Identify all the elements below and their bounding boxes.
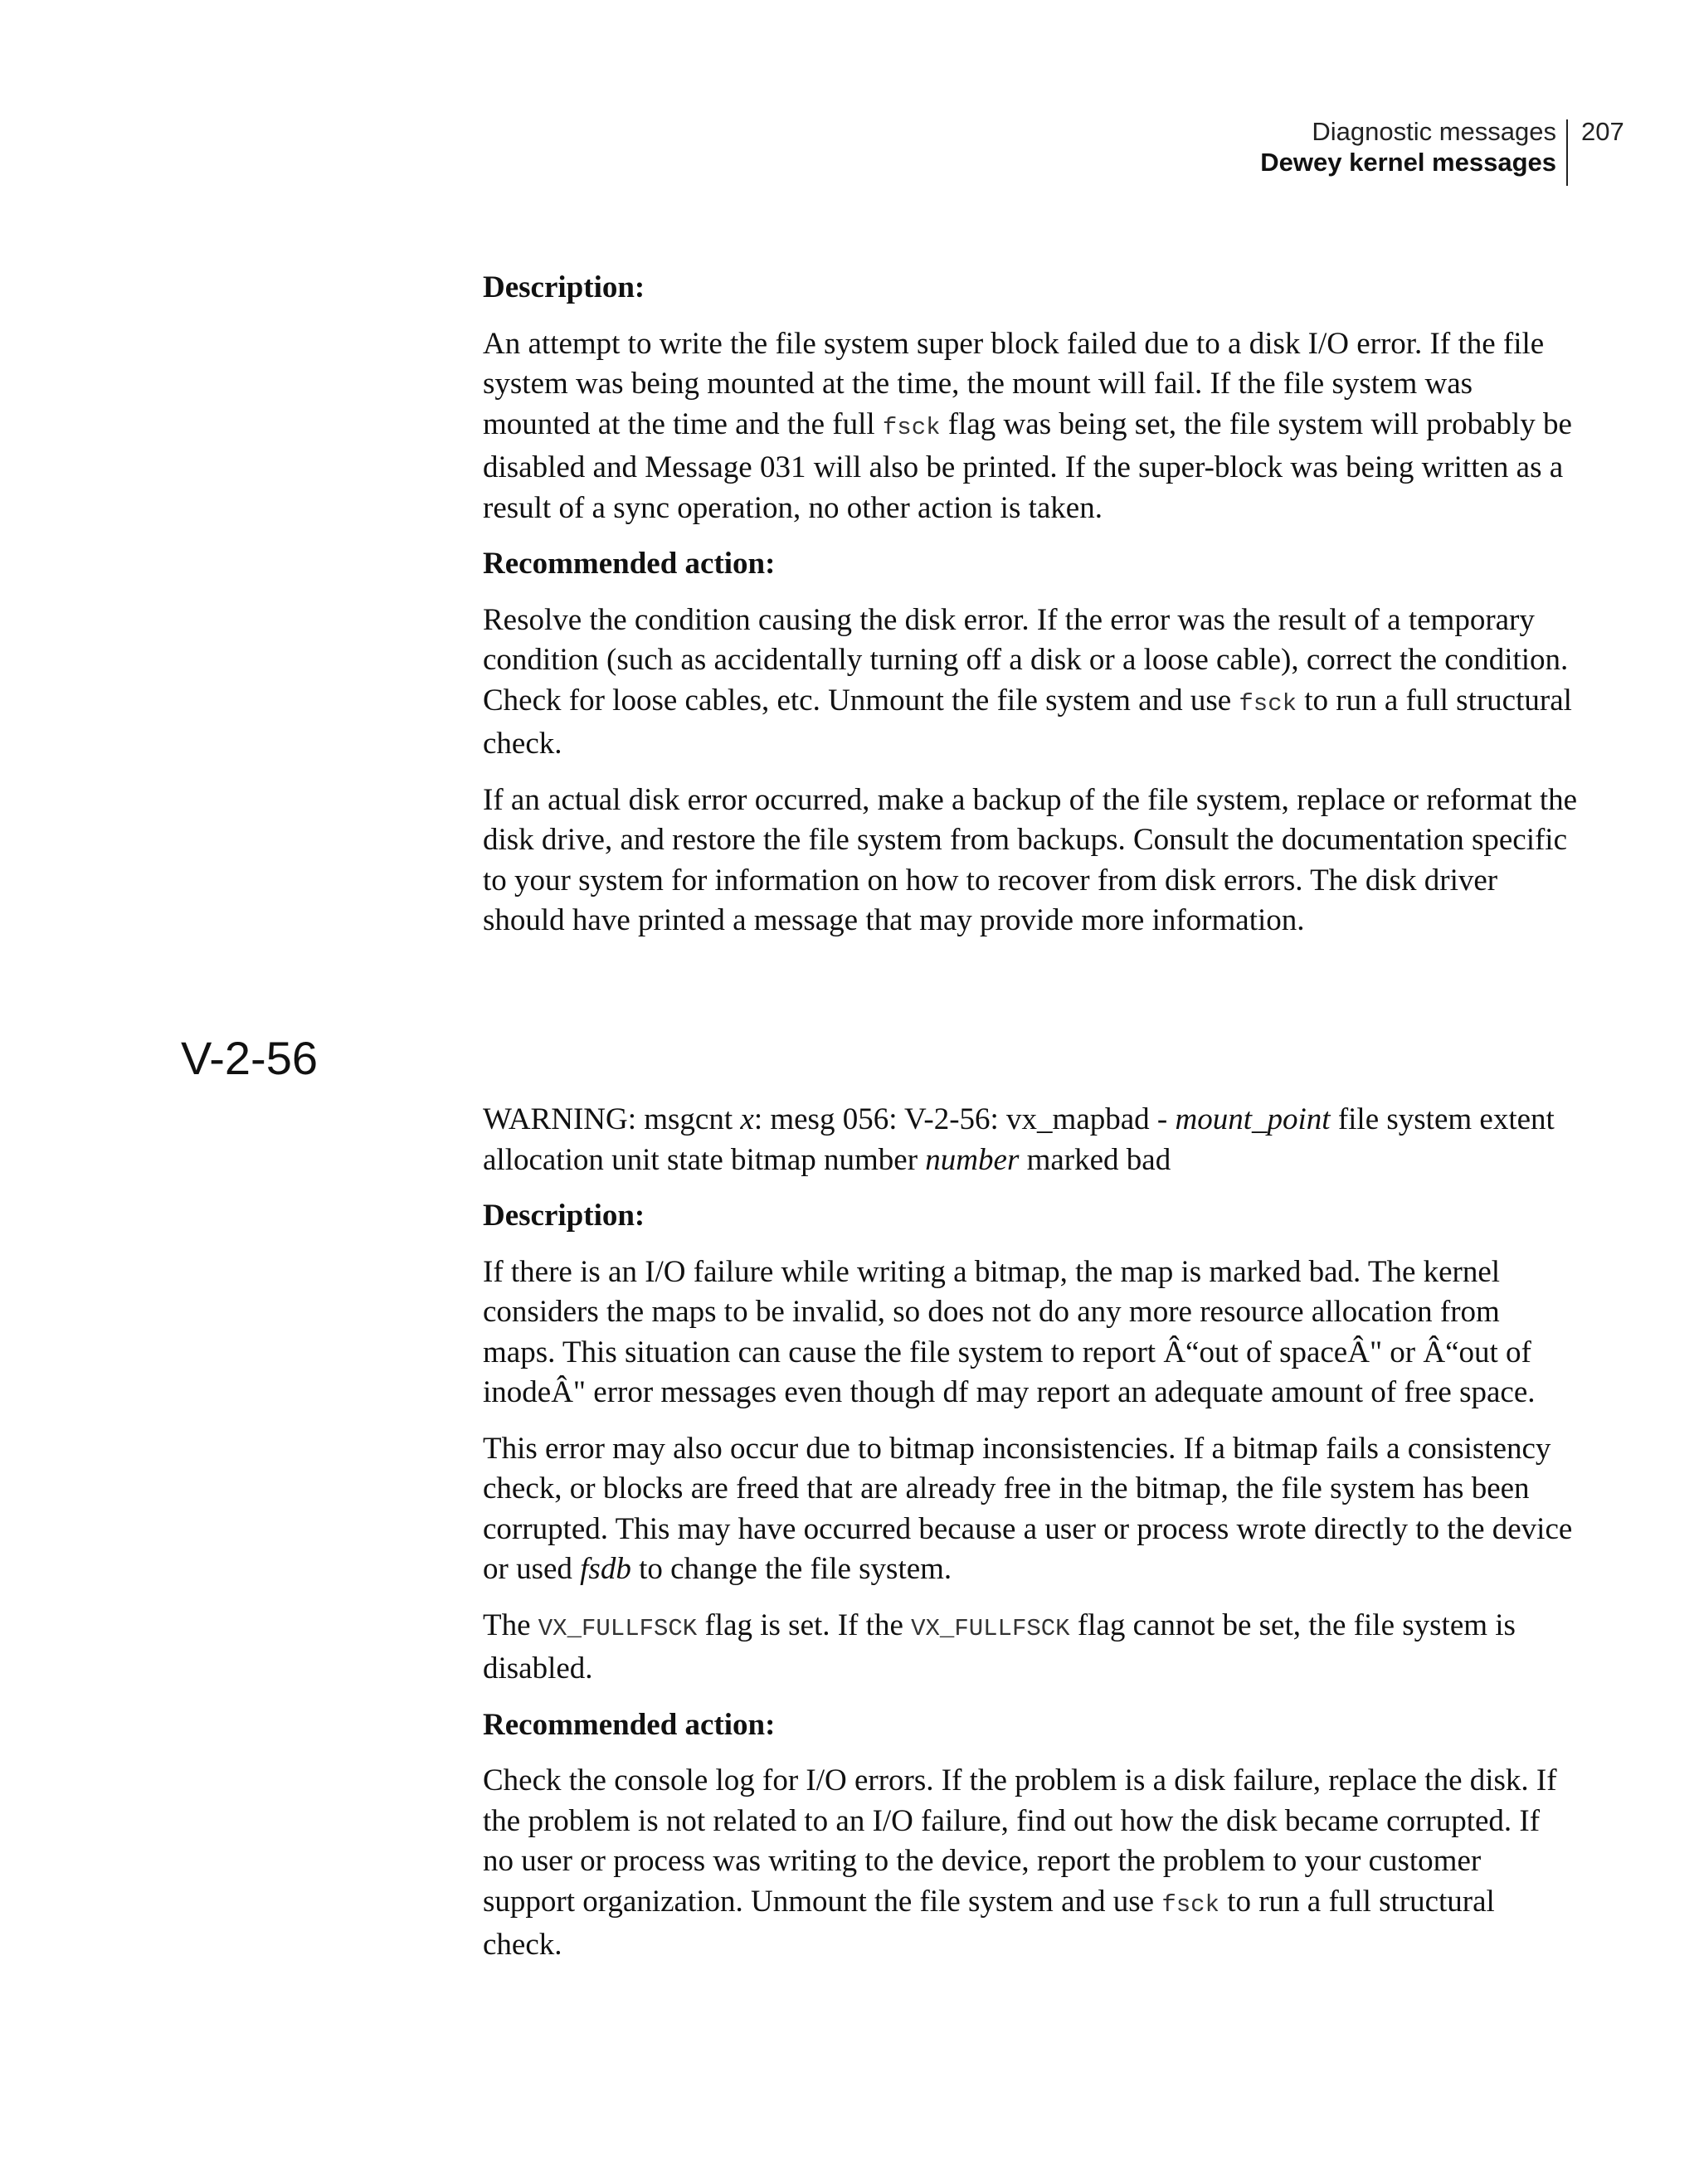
warning-text: WARNING: msgcnt x: mesg 056: V-2-56: vx_mapbad - mount_point file system extent allocation unit state bitmap number number marked bad xyxy=(483,1102,1555,1177)
page-number: 207 xyxy=(1581,117,1624,146)
description-paragraph-1: If there is an I/O failure while writing a bitmap, the map is marked bad. The kernel considers the maps to be invalid, so does not do any more resource allocation from maps. This situation can cause the file system to report Â“out of spaceÂ" or Â“out of inodeÂ" error messages even though df may report an adequate amount of free space. xyxy=(483,1254,1536,1409)
chapter-title: Diagnostic messages xyxy=(1312,117,1556,146)
description-paragraph: An attempt to write the file system super block failed due to a disk I/O error. If the file system was being mounted at the time, the mount will fail. If the file system was mounted at the time and the full fsck flag was being set, the file system will probably be disabled and Message 031 will also be printed. If the super-block was being written as a result of a sync operation, no other action is taken. xyxy=(483,326,1572,525)
header-titles xyxy=(1260,116,1556,178)
description-paragraph-2: This error may also occur due to bitmap inconsistencies. If a bitmap fails a consistency check, or blocks are freed that are already free in the bitmap, the file system has been corrupted. This may have occurred because a user or process wrote directly to the device or used fsdb to change the file system. xyxy=(483,1431,1573,1586)
section-title: Dewey kernel messages xyxy=(1260,148,1556,177)
action-paragraph-2: If an actual disk error occurred, make a backup of the file system, replace or reformat the disk drive, and restore the file system from backups. Consult the documentation specific to your system for information on how to recover from disk errors. The disk driver should have printed a message that may provide more information. xyxy=(483,782,1578,937)
code-vx-fullfsck: VX_FULLFSCK xyxy=(538,1614,698,1642)
action-paragraph: Check the console log for I/O errors. If the problem is a disk failure, replace the disk. If the problem is not related to an I/O failure, find out how the disk became corrupted. If no user or process was writing to the device, report the problem to your customer support organization. Unmount the file system and use fsck to run a full structural check. xyxy=(483,1763,1557,1962)
running-header xyxy=(0,116,1699,191)
previous-message-block xyxy=(483,268,1578,941)
code-fsck: fsck xyxy=(882,413,941,441)
message-id-heading: V-2-56 xyxy=(181,1032,318,1084)
message-v-2-56-block xyxy=(483,1100,1578,1966)
recommended-action-heading: Recommended action: xyxy=(483,1707,776,1742)
description-heading: Description: xyxy=(483,270,645,304)
code-vx-fullfsck: VX_FULLFSCK xyxy=(911,1614,1070,1642)
action-paragraph-1: Resolve the condition causing the disk error. If the error was the result of a temporary condition (such as accidentally turning off a disk or a loose cable), correct the condition. Check for loose cables, etc. Unmount the file system and use fsck to run a full structural check. xyxy=(483,602,1572,761)
header-divider xyxy=(1566,119,1568,186)
code-fsck: fsck xyxy=(1239,689,1297,717)
code-fsck: fsck xyxy=(1161,1890,1219,1919)
description-heading: Description: xyxy=(483,1199,645,1233)
recommended-action-heading: Recommended action: xyxy=(483,547,776,581)
description-paragraph-3: The VX_FULLFSCK flag is set. If the VX_FULLFSCK flag cannot be set, the file system is disabled. xyxy=(483,1608,1516,1685)
